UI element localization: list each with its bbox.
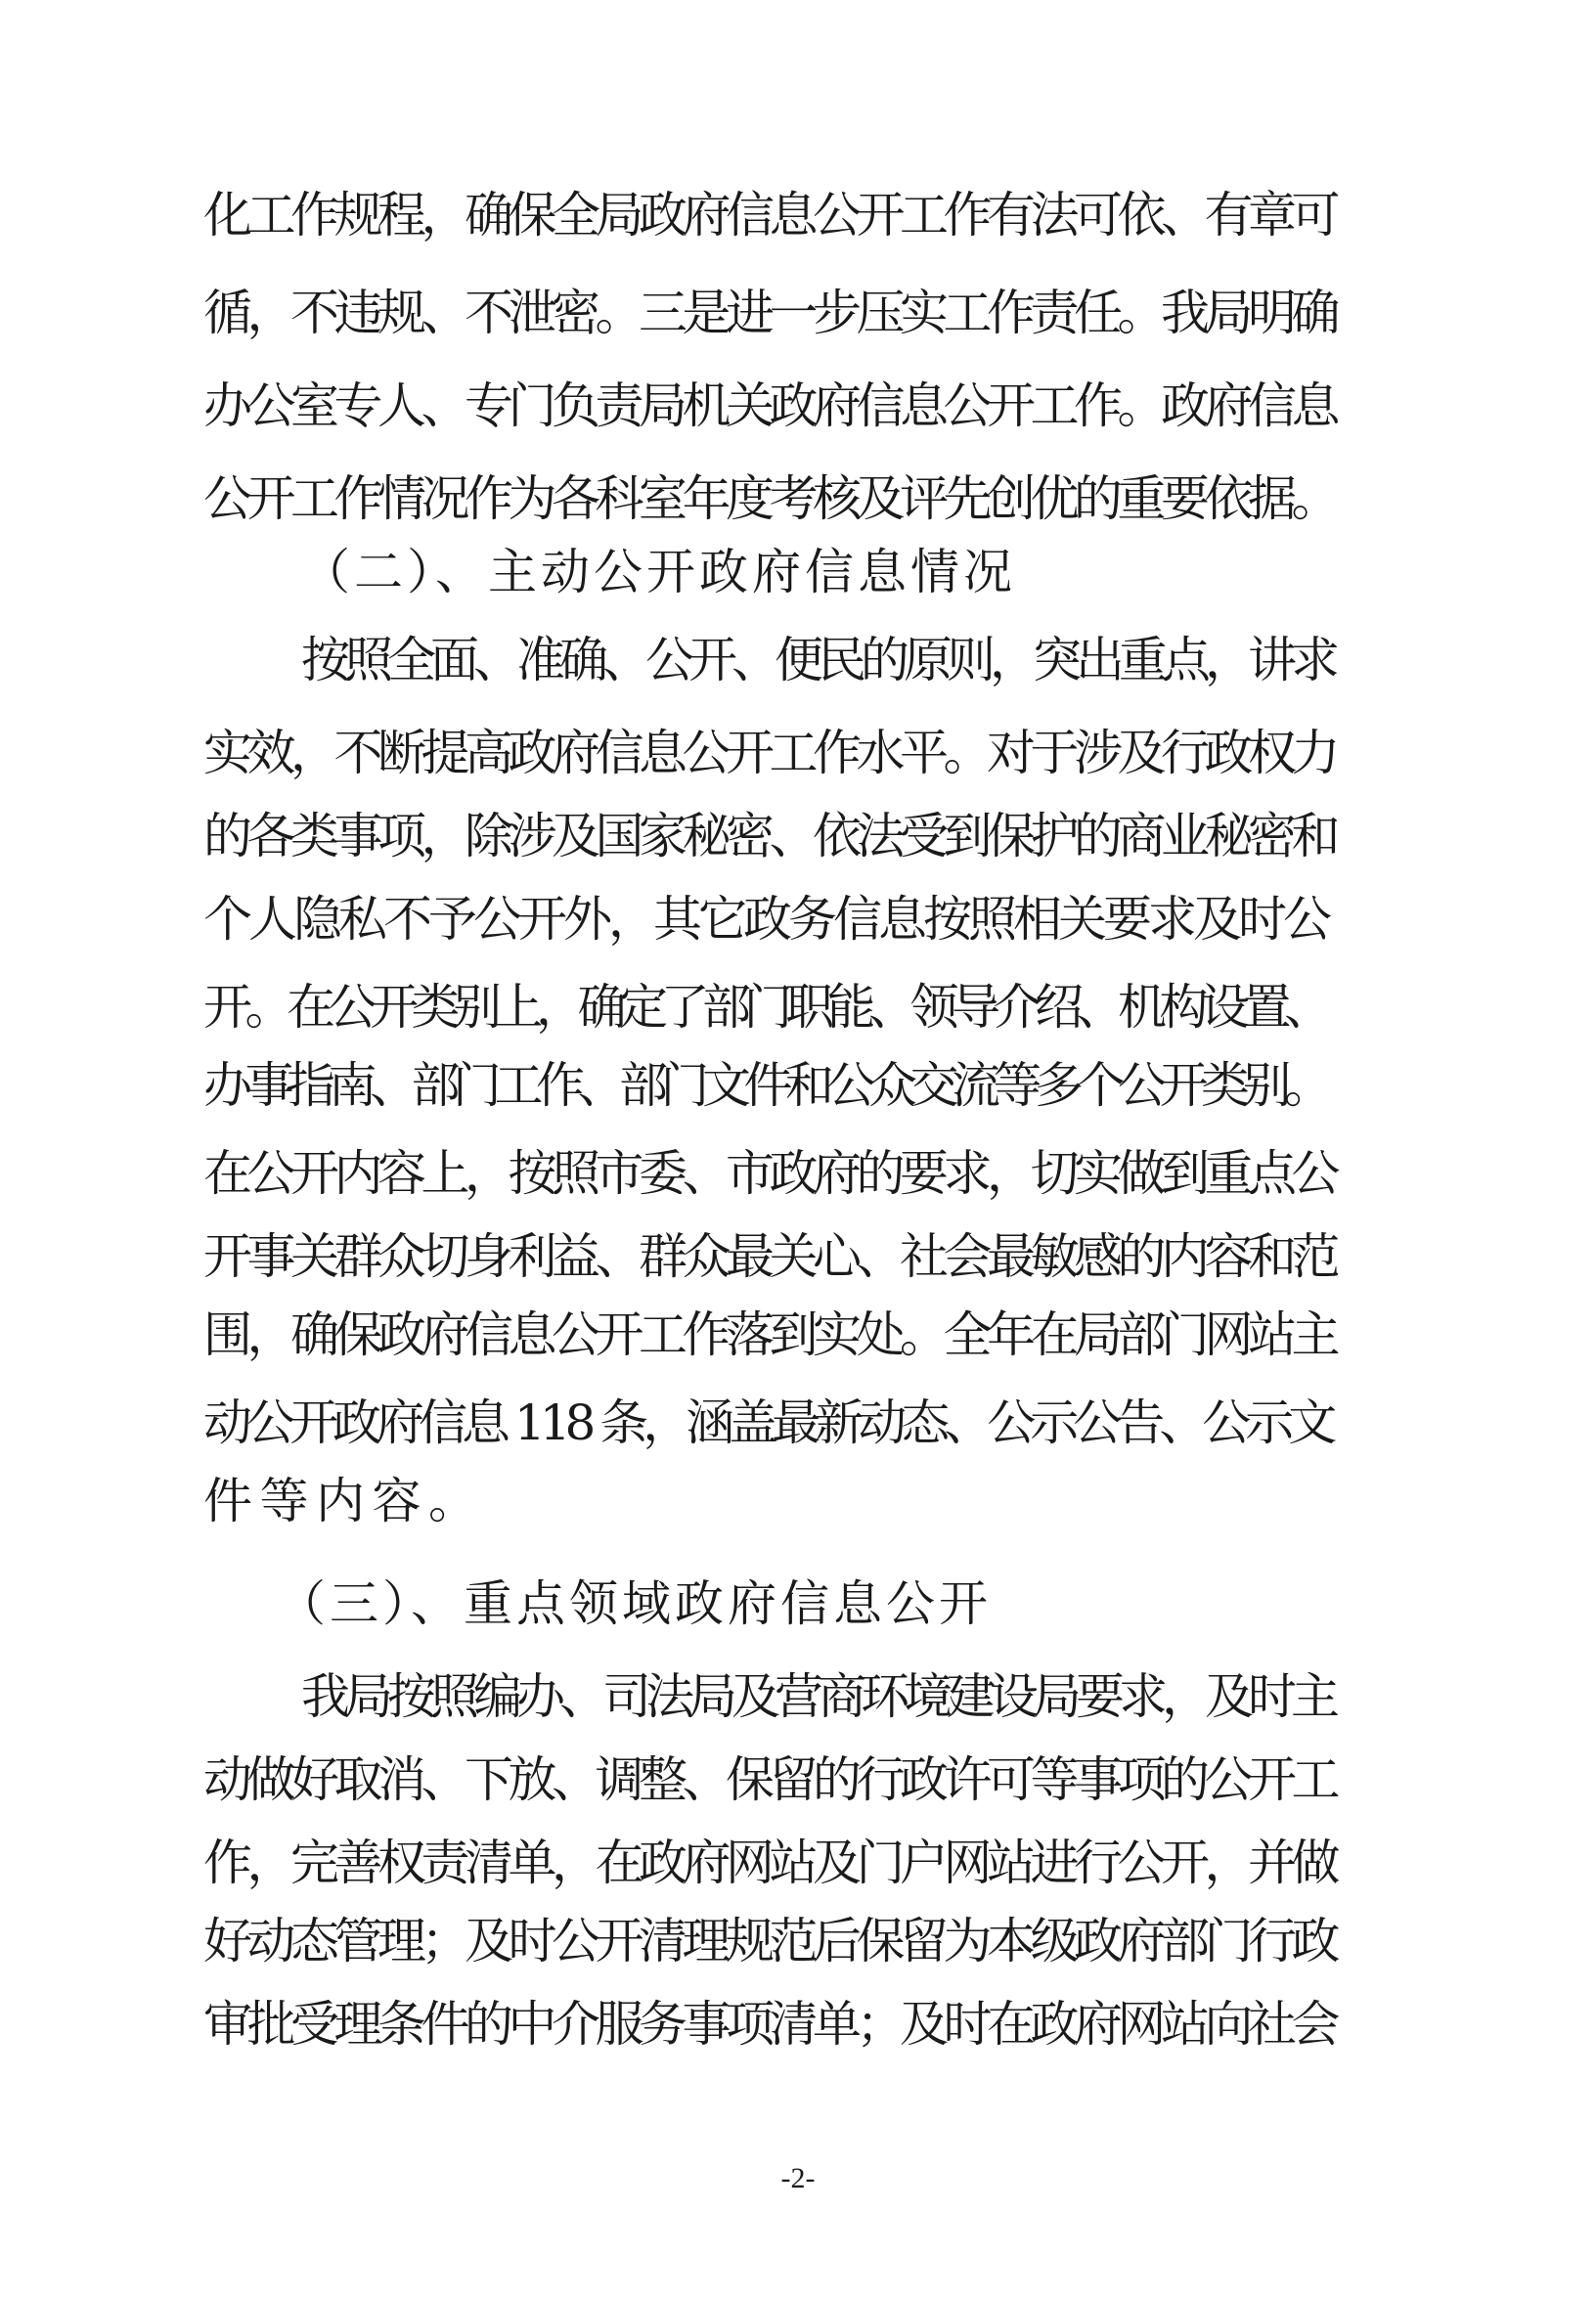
body-text-line: 办公室专人、专门负责局机关政府信息公开工作。政府信息	[203, 377, 1335, 434]
body-text-line: 按照全面、准确、公开、便民的原则，突出重点，讲求	[301, 632, 1334, 688]
body-text-line: 在公开内容上，按照市委、市政府的要求，切实做到重点公	[203, 1145, 1335, 1202]
body-text-line: 审批受理条件的中介服务事项清单；及时在政府网站向社会	[203, 1996, 1335, 2053]
body-text-line: 动公开政府信息 118 条，涵盖最新动态、公示公告、公示文	[203, 1394, 1332, 1451]
body-text-line: 作，完善权责清单，在政府网站及门户网站进行公开，并做	[203, 1835, 1335, 1891]
body-text-line: 动做好取消、下放、调整、保留的行政许可等事项的公开工	[203, 1751, 1335, 1808]
body-text-line: 好动态管理；及时公开清理规范后保留为本级政府部门行政	[203, 1913, 1335, 1969]
body-text-line: 开事关群众切身利益、群众最关心、社会最敏感的内容和范	[203, 1228, 1335, 1285]
body-text-line: 的各类事项，除涉及国家秘密、依法受到保护的商业秘密和	[203, 808, 1335, 864]
body-text-line: 件等内容。	[203, 1473, 485, 1529]
section-heading: （三）、重点领域政府信息公开	[277, 1575, 992, 1632]
page-number: -2-	[780, 2162, 816, 2194]
section-heading: （二）、主动公开政府信息情况	[301, 544, 1016, 600]
body-text-line: 化工作规程，确保全局政府信息公开工作有法可依、有章可	[203, 187, 1335, 243]
body-text-line: 循，不违规、不泄密。三是进一步压实工作责任。我局明确	[203, 285, 1335, 341]
body-text-line: 开。在公开类别上，确定了部门职能、领导介绍、机构设置、	[203, 979, 1326, 1036]
body-text-line: 实效，不断提高政府信息公开工作水平。对于涉及行政权力	[203, 725, 1335, 781]
body-text-line: 围，确保政府信息公开工作落到实处。全年在局部门网站主	[203, 1306, 1335, 1363]
body-text-line: 办事指南、部门工作、部门文件和公众交流等多个公开类别。	[203, 1057, 1326, 1114]
body-text-line: 个人隐私不予公开外，其它政务信息按照相关要求及时公	[203, 891, 1328, 948]
body-text-line: 我局按照编办、司法局及营商环境建设局要求，及时主	[301, 1668, 1334, 1725]
body-text-line: 公开工作情况作为各科室年度考核及评先创优的重要依据。	[203, 470, 1335, 527]
